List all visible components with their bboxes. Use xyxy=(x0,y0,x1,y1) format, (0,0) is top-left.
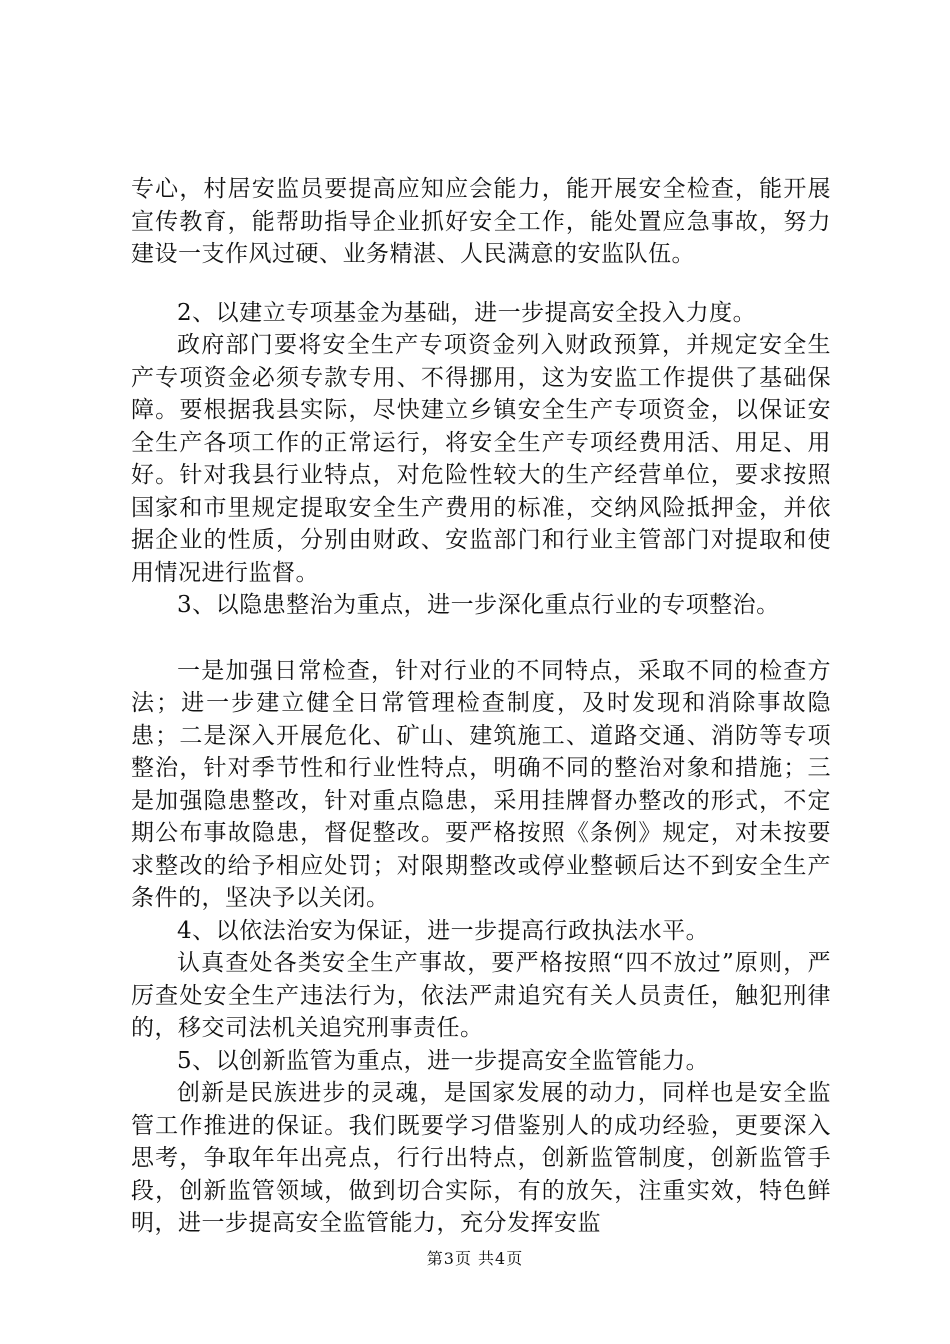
section-heading-5: 5、以创新监管为重点，进一步提高安全监管能力。 xyxy=(177,1047,710,1074)
paragraph-hazard-rectification: 一是加强日常检查，针对行业的不同特点，采取不同的检查方法；进一步建立健全日常管理检查制度，及时发现和消除事故隐患；二是深入开展危化、矿山、建筑施工、道路交通、消防等专项整治，针对季节性和行业性特点，明确不同的整治对象和措施；三是加强隐患整改，针对重点隐患，采用挂牌督办整改的形式，不定期公布事故隐患，督促整改。要严格按照《条例》规定，对未按要求整改的给予相应处罚；对限期整改或停业整顿后达不到安全生产条件的，坚决予以关闭。 xyxy=(131,657,831,911)
paragraph-special-fund: 政府部门要将安全生产专项资金列入财政预算，并规定安全生产专项资金必须专款专用、不得挪用，这为安监工作提供了基础保障。要根据我县实际，尽快建立乡镇安全生产专项资金，以保证安全生产各项工作的正常运行，将安全生产专项经费用活、用足、用好。针对我县行业特点，对危险性较大的生产经营单位，要求按照国家和市里规定提取安全生产费用的标准，交纳风险抵押金，并依据企业的性质，分别由财政、安监部门和行业主管部门对提取和使用情况进行监督。 xyxy=(131,332,831,586)
paragraph-innovation: 创新是民族进步的灵魂，是国家发展的动力，同样也是安全监管工作推进的保证。我们既要学习借鉴别人的成功经验，更要深入思考，争取年年出亮点，行行出特点，创新监管制度，创新监管手段，创新监管领域，做到切合实际，有的放矢，注重实效，特色鲜明，进一步提高安全监管能力，充分发挥安监 xyxy=(131,1080,831,1236)
section-heading-4: 4、以依法治安为保证，进一步提高行政执法水平。 xyxy=(177,917,710,944)
paragraph-continued: 专心，村居安监员要提高应知应会能力，能开展安全检查，能开展宣传教育，能帮助指导企业抓好安全工作，能处置应急事故，努力建设一支作风过硬、业务精湛、人民满意的安监队伍。 xyxy=(131,176,831,267)
section-heading-3: 3、以隐患整治为重点，进一步深化重点行业的专项整治。 xyxy=(177,592,780,618)
section-heading-2: 2、以建立专项基金为基础，进一步提高安全投入力度。 xyxy=(177,299,757,326)
document-body xyxy=(131,173,831,1240)
paragraph-law-enforcement: 认真查处各类安全生产事故，要严格按照“四不放过”原则，严厉查处安全生产违法行为，依法严肃追究有关人员责任，触犯刑律的，移交司法机关追究刑事责任。 xyxy=(131,950,831,1041)
page-number-footer: 第3页 共4页 xyxy=(426,1249,524,1268)
